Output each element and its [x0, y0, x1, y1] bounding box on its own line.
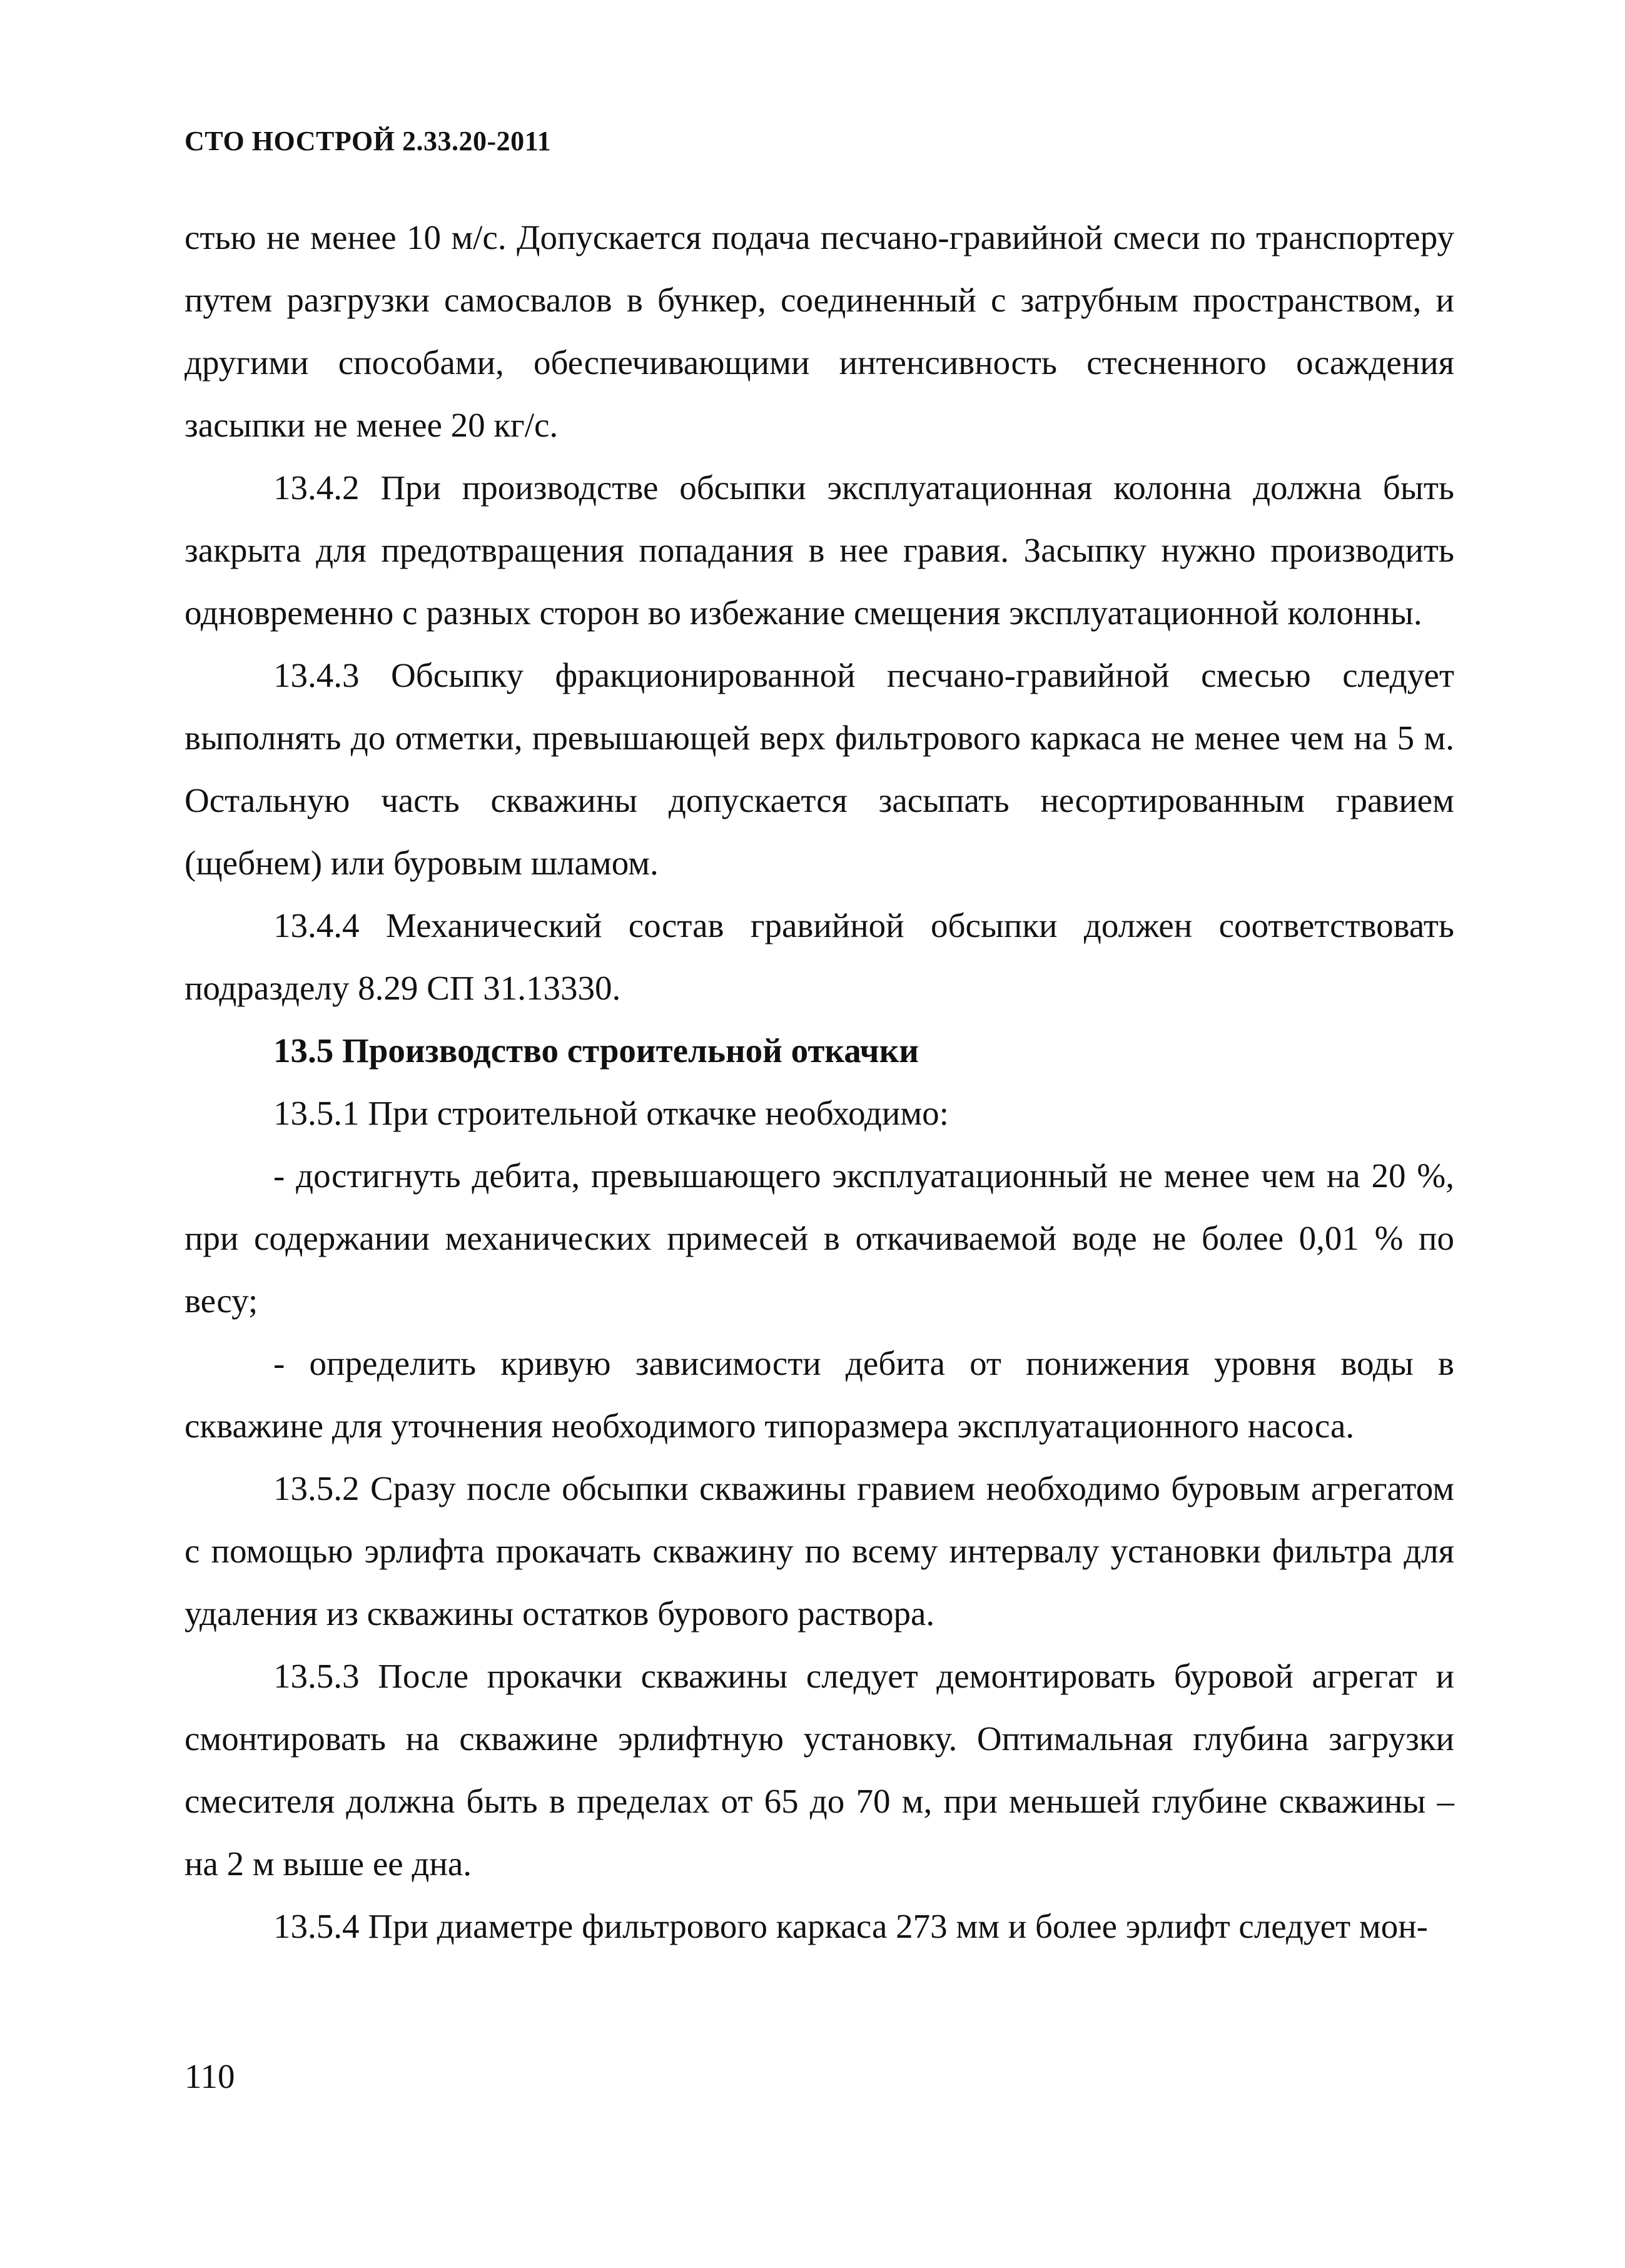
paragraph-13-4-4: 13.4.4 Механический состав гравийной обсыпки должен соответствовать подразделу 8.29 СП 31.13330.: [185, 906, 1454, 1007]
section-heading-13-5: 13.5 Производство строительной откачки: [273, 1031, 919, 1070]
paragraph-13-5-4: 13.5.4 При диаметре фильтрового каркаса 273 мм и более эрлифт следует мон-: [273, 1907, 1428, 1945]
paragraph-13-5-2: 13.5.2 Сразу после обсыпки скважины гравием необходимо буровым агрегатом с помощью эрлифта прокачать скважину по всему интервалу установки фильтра для удаления из скважины остатков бурового раствора.: [185, 1469, 1454, 1633]
paragraph-13-5-3: 13.5.3 После прокачки скважины следует демонтировать буровой агрегат и смонтировать на скважине эрлифтную установку. Оптимальная глубина загрузки смесителя должна быть в пределах от 65 до 70 м, при меньшей глубине скважины – на 2 м выше ее дна.: [185, 1657, 1454, 1883]
page-body: [185, 206, 1454, 1958]
paragraph-13-4-3: 13.4.3 Обсыпку фракционированной песчано-гравийной смесью следует выполнять до отметки, превышающей верх фильтрового каркаса не менее чем на 5 м. Остальную часть скважины допускается засыпать несортированным гравием (щебнем) или буровым шламом.: [185, 656, 1454, 882]
list-item-debit: - достигнуть дебита, превышающего эксплуатационный не менее чем на 20 %, при содержании механических примесей в откачиваемой воде не более 0,01 % по весу;: [185, 1157, 1454, 1320]
list-item-curve: - определить кривую зависимости дебита от понижения уровня воды в скважине для уточнения необходимого типоразмера эксплуатационного насоса.: [185, 1344, 1454, 1445]
page-number: 110: [185, 2057, 235, 2095]
paragraph-13-4-2: 13.4.2 При производстве обсыпки эксплуатационная колонна должна быть закрыта для предотвращения попадания в нее гравия. Засыпку нужно производить одновременно с разных сторон во избежание смещения эксплуатационной колонны.: [185, 468, 1454, 632]
paragraph-continuation: стью не менее 10 м/с. Допускается подача песчано-гравийной смеси по транспортеру путем разгрузки самосвалов в бункер, соединенный с затрубным пространством, и другими способами, обеспечивающими интенсивность стесненного осаждения засыпки не менее 20 кг/с.: [185, 218, 1454, 444]
document-code-header: СТО НОСТРОЙ 2.33.20-2011: [185, 126, 552, 156]
paragraph-13-5-1: 13.5.1 При строительной откачке необходимо:: [273, 1094, 949, 1132]
